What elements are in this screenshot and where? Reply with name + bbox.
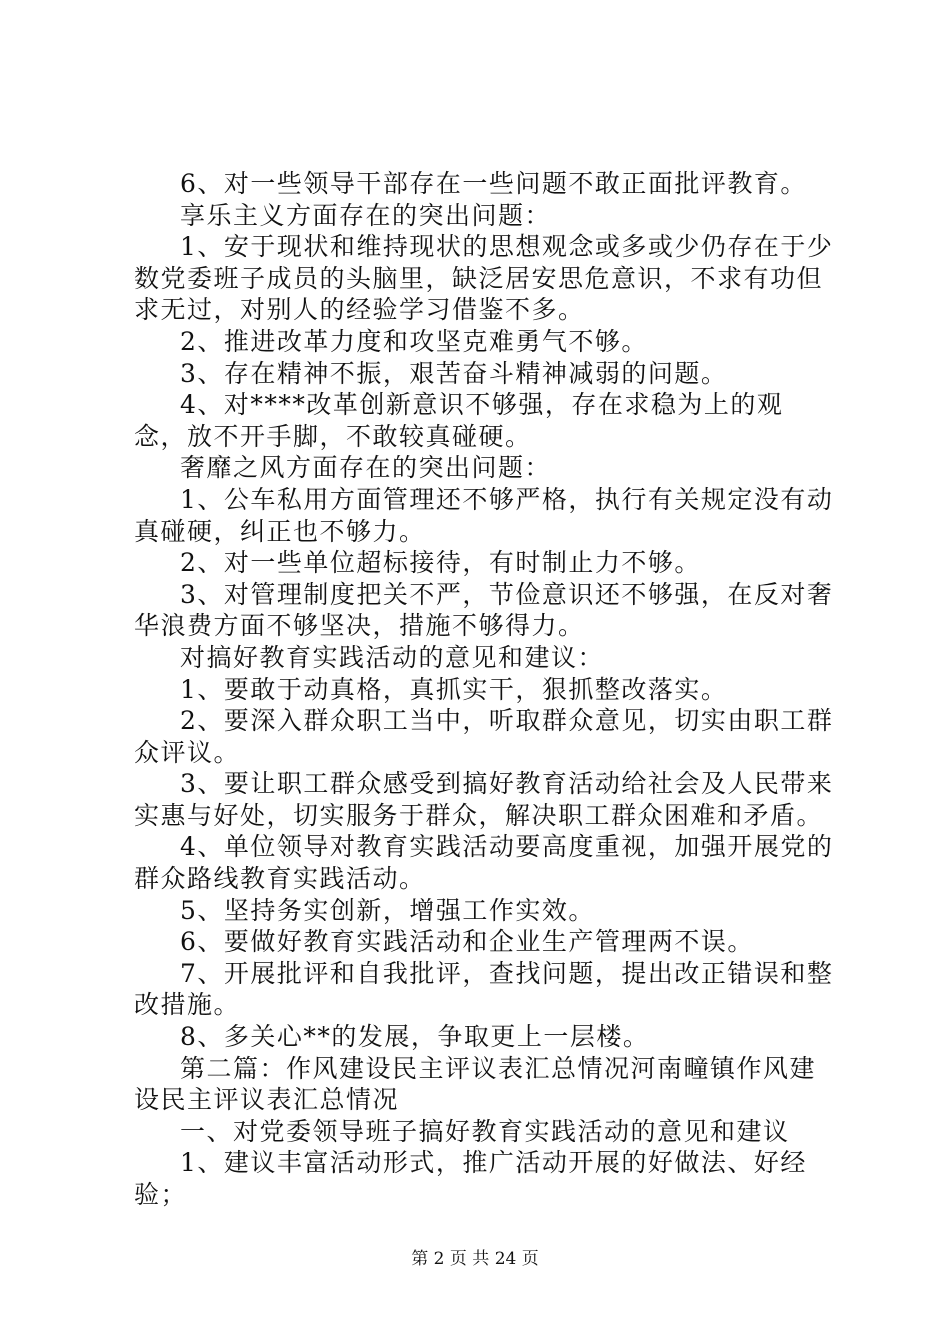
paragraph: 1、公车私用方面管理还不够严格，执行有关规定没有动真碰硬，纠正也不够力。 xyxy=(134,484,834,546)
section-heading: 一、对党委领导班子搞好教育实践活动的意见和建议 xyxy=(180,1116,790,1146)
paragraph: 2、对一些单位超标接待，有时制止力不够。 xyxy=(180,548,701,578)
paragraph: 1、建议丰富活动形式，推广活动开展的好做法、好经验； xyxy=(134,1148,807,1209)
page-number-footer: 第 2 页 共 24 页 xyxy=(411,1249,539,1269)
paragraph: 3、对管理制度把关不严，节俭意识还不够强，在反对奢华浪费方面不够坚决，措施不够得力。 xyxy=(134,579,834,641)
paragraph: 6、要做好教育实践活动和企业生产管理两不误。 xyxy=(180,927,754,957)
paragraph: 2、推进改革力度和攻坚克难勇气不够。 xyxy=(180,326,648,356)
paragraph: 6、对一些领导干部存在一些问题不敢正面批评教育。 xyxy=(180,169,807,198)
paragraph: 7、开展批评和自我批评，查找问题，提出改正错误和整改措施。 xyxy=(134,958,834,1020)
paragraph: 4、单位领导对教育实践活动要高度重视，加强开展党的群众路线教育实践活动。 xyxy=(134,832,834,894)
paragraph: 3、要让职工群众感受到搞好教育活动给社会及人民带来实惠与好处，切实服务于群众，解决职工群众困难和矛盾。 xyxy=(134,769,834,830)
paragraph: 1、安于现状和维持现状的思想观念或多或少仍存在于少数党委班子成员的头脑里，缺泛居安思危意识，不求有功但求无过，对别人的经验学习借鉴不多。 xyxy=(134,232,834,325)
section-heading: 奢靡之风方面存在的突出问题： xyxy=(180,453,552,483)
paragraph: 5、坚持务实创新，增强工作实效。 xyxy=(180,895,595,925)
paragraph: 1、要敢于动真格，真抓实干，狠抓整改落实。 xyxy=(180,674,728,704)
paragraph: 2、要深入群众职工当中，听取群众意见，切实由职工群众评议。 xyxy=(134,706,834,767)
paragraph: 8、多关心**的发展，争取更上一层楼。 xyxy=(180,1022,650,1052)
section-heading: 对搞好教育实践活动的意见和建议： xyxy=(180,642,605,672)
document-body xyxy=(134,168,834,1211)
chapter-title: 第二篇：作风建设民主评议表汇总情况河南疃镇作风建设民主评议表汇总情况 xyxy=(134,1053,817,1115)
paragraph: 3、存在精神不振，艰苦奋斗精神减弱的问题。 xyxy=(180,358,728,388)
paragraph: 4、对****改革创新意识不够强，存在求稳为上的观念，放不开手脚，不敢较真碰硬。 xyxy=(134,390,784,451)
section-heading: 享乐主义方面存在的突出问题： xyxy=(180,200,552,230)
